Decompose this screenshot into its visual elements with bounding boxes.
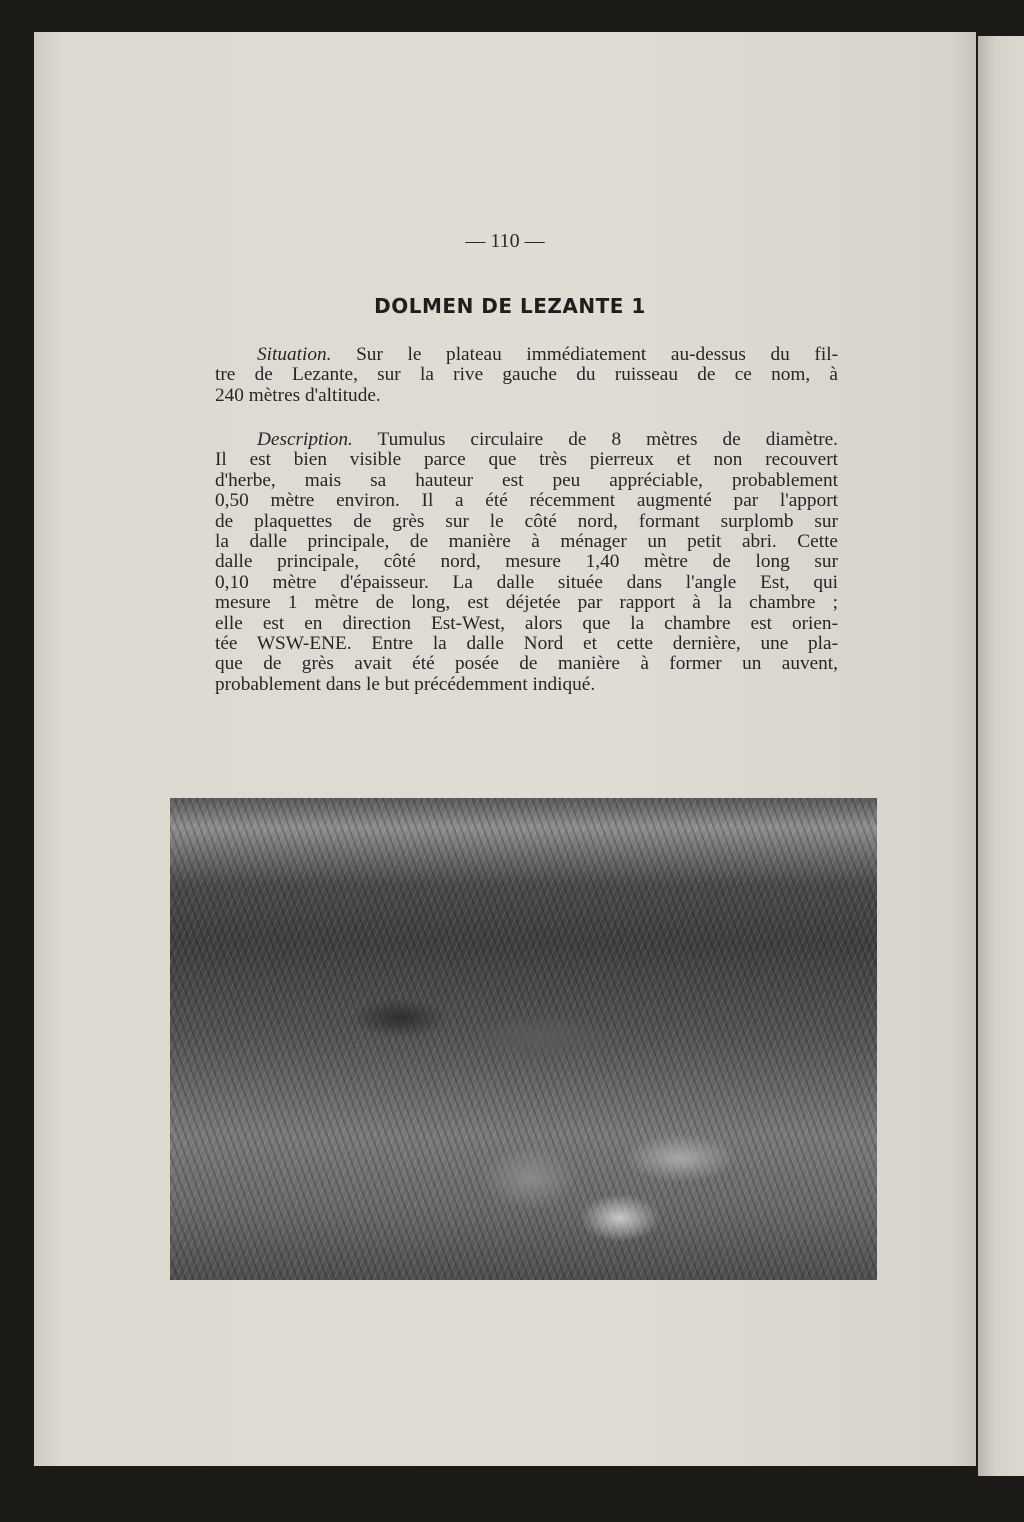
page-title: DOLMEN DE LEZANTE 1 xyxy=(374,294,646,318)
text-line: mesure 1 mètre de long, est déjetée par rapport à la chambre ; xyxy=(215,592,838,614)
document-page xyxy=(34,32,976,1466)
text-line: de plaquettes de grès sur le côté nord, formant surplomb sur xyxy=(215,510,838,532)
text-line: 240 mètres d'altitude. xyxy=(215,384,381,406)
text-line xyxy=(215,430,838,450)
dolmen-photograph xyxy=(170,798,877,1280)
text-line: d'herbe, mais sa hauteur est peu appréciable, probablement xyxy=(215,469,838,491)
text-line: 0,50 mètre environ. Il a été récemment augmenté par l'apport xyxy=(215,490,838,512)
page-number: — 110 — xyxy=(465,230,545,252)
situation-paragraph xyxy=(215,345,838,406)
description-paragraph xyxy=(215,430,838,695)
text-line: tée WSW-ENE. Entre la dalle Nord et cette dernière, une pla- xyxy=(215,632,838,654)
situation-label: Situation. xyxy=(257,344,332,365)
text-line: dalle principale, côté nord, mesure 1,40 mètre de long sur xyxy=(215,551,838,573)
text-line-content: Tumulus circulaire de 8 mètres de diamètre. xyxy=(352,429,838,450)
text-line: la dalle principale, de manière à ménager un petit abri. Cette xyxy=(215,530,838,552)
text-line: tre de Lezante, sur la rive gauche du ruisseau de ce nom, à xyxy=(215,364,838,386)
text-line: que de grès avait été posée de manière à former un auvent, xyxy=(215,653,838,675)
adjacent-page-edge xyxy=(978,36,1024,1476)
text-line: elle est en direction Est-West, alors que la chambre est orien- xyxy=(215,612,838,634)
text-line-content: Sur le plateau immédiatement au-dessus du fil- xyxy=(331,344,838,365)
text-line: Il est bien visible parce que très pierreux et non recouvert xyxy=(215,449,838,471)
description-label: Description. xyxy=(257,429,353,450)
text-line xyxy=(215,345,838,365)
text-line: probablement dans le but précédemment indiqué. xyxy=(215,673,596,695)
text-line: 0,10 mètre d'épaisseur. La dalle située dans l'angle Est, qui xyxy=(215,571,838,593)
